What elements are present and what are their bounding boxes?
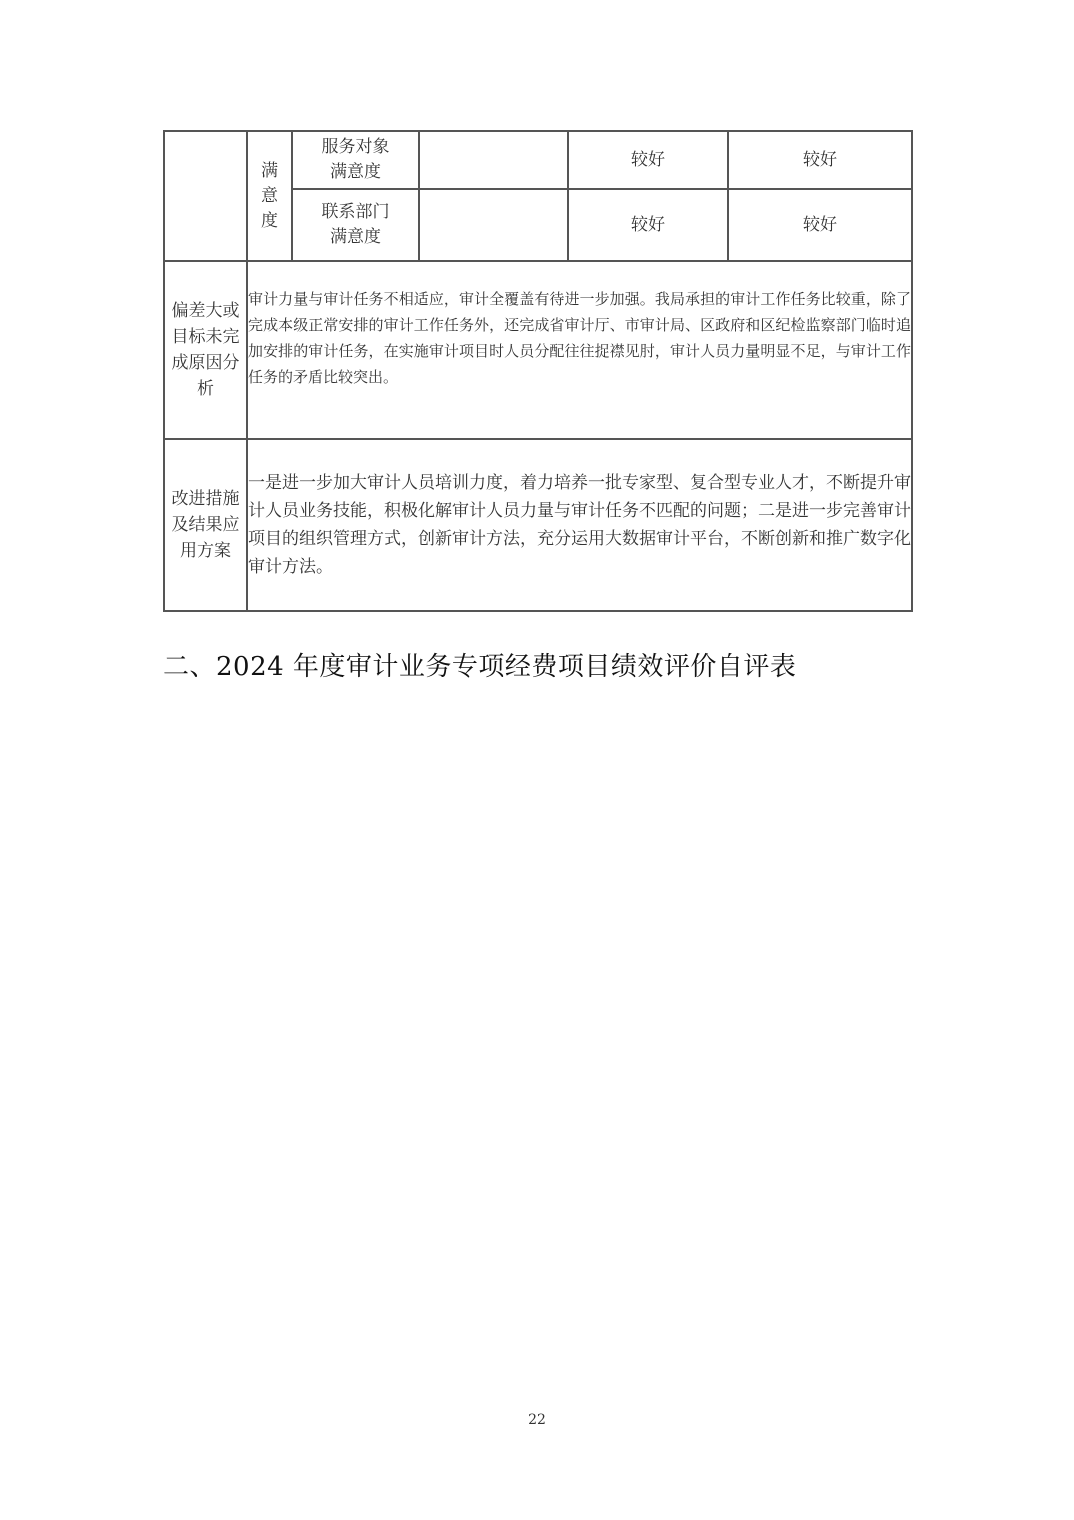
table-row [164,439,912,611]
performance-evaluation-table [163,130,913,612]
table-row [164,131,912,189]
category-cell-empty [164,131,247,261]
satisfaction-label: 满意度 [247,131,292,261]
liaison-department-value-cell: 较好 [568,189,728,261]
liaison-department-index-cell [419,189,568,261]
section-heading: 二、2024 年度审计业务专项经费项目绩效评价自评表 [163,652,797,682]
service-target-value-cell: 较好 [568,131,728,189]
deviation-analysis-label: 偏差大或目标未完成原因分析 [164,261,247,439]
table-row [164,261,912,439]
liaison-department-actual-cell: 较好 [728,189,912,261]
liaison-department-satisfaction-label: 联系部门 满意度 [292,189,419,261]
service-target-actual-cell: 较好 [728,131,912,189]
service-target-satisfaction-label: 服务对象 满意度 [292,131,419,189]
service-target-index-cell [419,131,568,189]
improvement-plan-text: 一是进一步加大审计人员培训力度，着力培养一批专家型、复合型专业人才，不断提升审计人员业务技能，积极化解审计人员力量与审计任务不匹配的问题；二是进一步完善审计项目的组织管理方式，创新审计方法，充分运用大数据审计平台，不断创新和推广数字化审计方法。 [247,439,912,611]
page-number: 22 [528,1412,546,1428]
improvement-plan-label: 改进措施及结果应用方案 [164,439,247,611]
deviation-analysis-text: 审计力量与审计任务不相适应，审计全覆盖有待进一步加强。我局承担的审计工作任务比较重，除了完成本级正常安排的审计工作任务外，还完成省审计厅、市审计局、区政府和区纪检监察部门临时追加安排的审计任务，在实施审计项目时人员分配往往捉襟见肘，审计人员力量明显不足，与审计工作任务的矛盾比较突出。 [247,261,912,439]
